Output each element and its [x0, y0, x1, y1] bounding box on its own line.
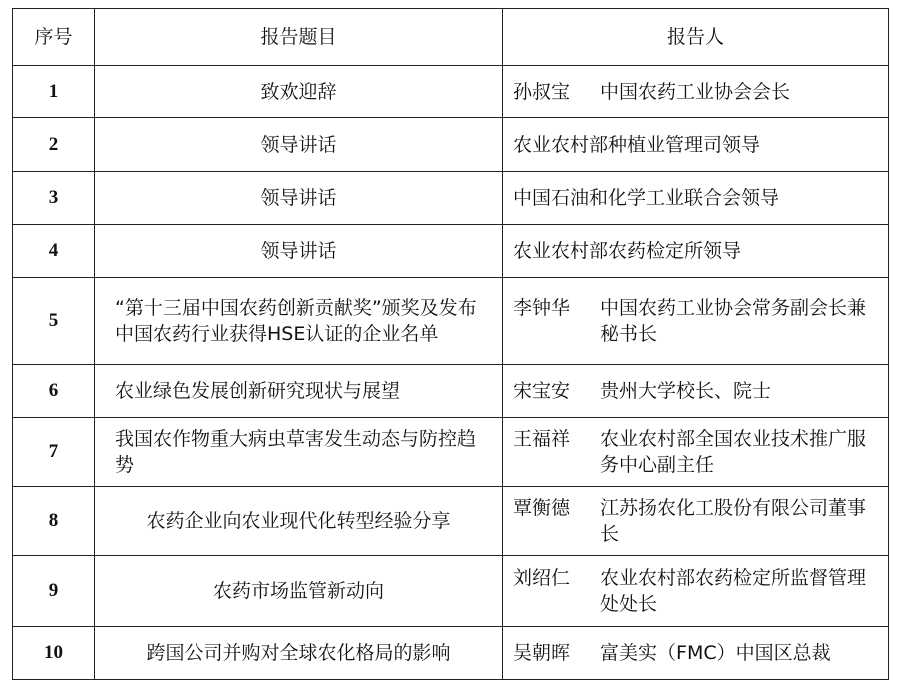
row-title: 致欢迎辞 — [95, 66, 503, 118]
row-title: 农药企业向农业现代化转型经验分享 — [95, 487, 503, 556]
table-row — [13, 365, 889, 418]
reporter-role: 富美实（FMC）中国区总裁 — [600, 642, 831, 664]
header-reporter: 报告人 — [503, 9, 889, 66]
reporter-name: 吴朝晖 — [513, 642, 571, 664]
row-index: 7 — [13, 418, 95, 487]
table-row — [13, 172, 889, 225]
reporter-role: 中国农药工业协会会长 — [600, 80, 791, 103]
reporter-name: 刘绍仁 — [513, 567, 571, 589]
reporter-name: 覃衡德 — [513, 497, 571, 519]
row-index: 5 — [13, 278, 95, 365]
table-row — [13, 118, 889, 172]
row-title: 农业绿色发展创新研究现状与展望 — [95, 365, 503, 418]
row-title: “第十三届中国农药创新贡献奖”颁奖及发布中国农药行业获得HSE认证的企业名单 — [95, 278, 503, 365]
row-index: 9 — [13, 556, 95, 627]
reporter-name: 李钟华 — [513, 297, 571, 319]
row-reporter — [503, 66, 889, 118]
reporter-name: 孙叔宝 — [513, 80, 571, 103]
row-index: 2 — [13, 118, 95, 172]
row-reporter — [503, 365, 889, 418]
row-index: 1 — [13, 66, 95, 118]
table-row — [13, 418, 889, 487]
table-row — [13, 556, 889, 627]
table-row — [13, 487, 889, 556]
reporter-role: 中国农药工业协会常务副会长兼秘书长 — [600, 297, 867, 345]
reporter-name: 宋宝安 — [513, 380, 571, 402]
row-reporter — [503, 487, 889, 556]
row-reporter — [503, 627, 889, 680]
table-row — [13, 278, 889, 365]
row-reporter — [503, 418, 889, 487]
reporter-role: 贵州大学校长、院士 — [600, 380, 772, 402]
row-index: 8 — [13, 487, 95, 556]
row-reporter — [503, 556, 889, 627]
table-header-row — [13, 9, 889, 66]
row-title: 跨国公司并购对全球农化格局的影响 — [95, 627, 503, 680]
row-index: 6 — [13, 365, 95, 418]
row-index: 3 — [13, 172, 95, 225]
table-row — [13, 66, 889, 118]
reporter-role: 江苏扬农化工股份有限公司董事长 — [600, 497, 867, 545]
row-index: 4 — [13, 225, 95, 278]
table-row — [13, 225, 889, 278]
row-title: 我国农作物重大病虫草害发生动态与防控趋势 — [95, 418, 503, 487]
row-title: 农药市场监管新动向 — [95, 556, 503, 627]
reporter-role: 农业农村部农药检定所监督管理处处长 — [600, 567, 867, 615]
row-title: 领导讲话 — [95, 118, 503, 172]
row-reporter: 农业农村部种植业管理司领导 — [503, 118, 889, 172]
header-index: 序号 — [13, 9, 95, 66]
row-reporter — [503, 278, 889, 365]
row-title: 领导讲话 — [95, 172, 503, 225]
agenda-table — [12, 8, 889, 680]
table-row — [13, 627, 889, 680]
row-reporter: 农业农村部农药检定所领导 — [503, 225, 889, 278]
header-title: 报告题目 — [95, 9, 503, 66]
row-index: 10 — [13, 627, 95, 680]
row-reporter: 中国石油和化学工业联合会领导 — [503, 172, 889, 225]
row-title: 领导讲话 — [95, 225, 503, 278]
reporter-role: 农业农村部全国农业技术推广服务中心副主任 — [600, 428, 867, 476]
reporter-name: 王福祥 — [513, 428, 571, 450]
